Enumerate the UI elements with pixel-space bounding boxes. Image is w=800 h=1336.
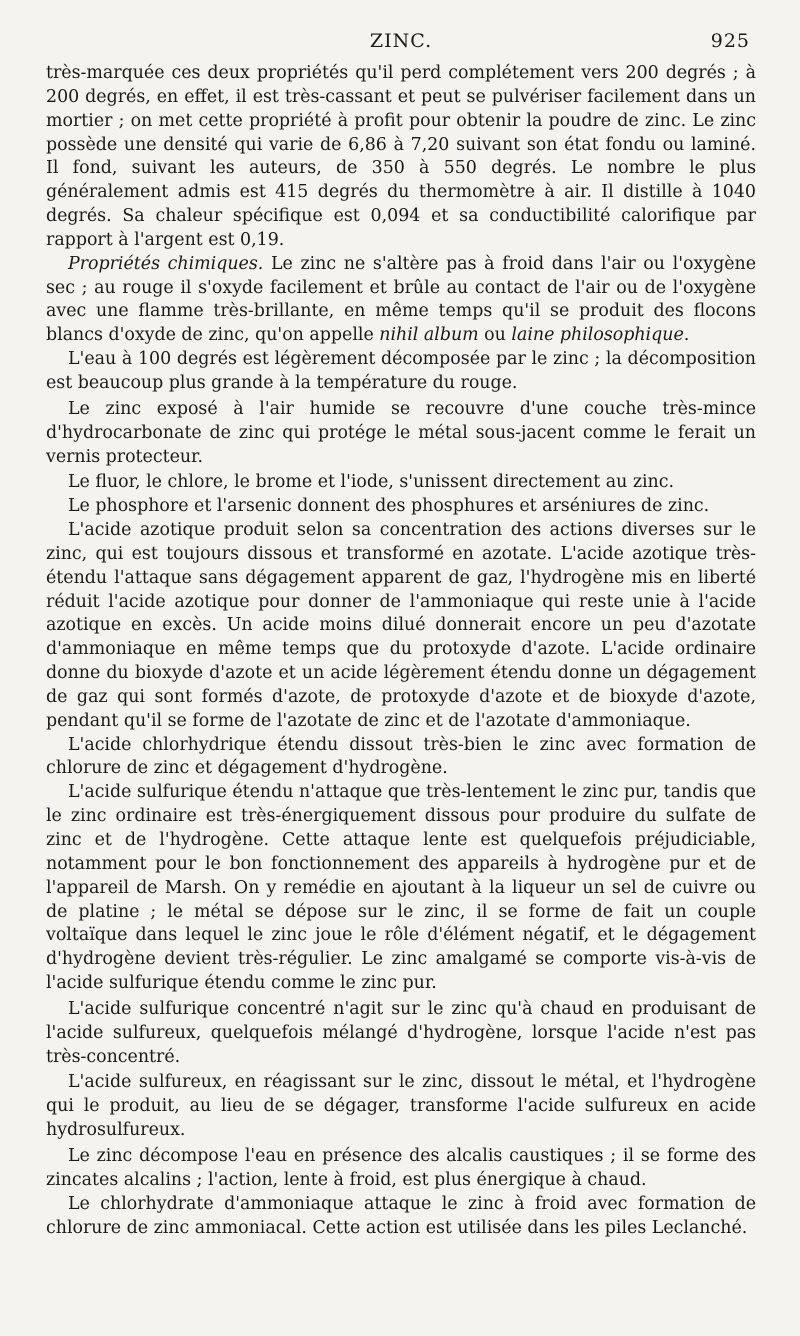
paragraph-sulfurous-acid: L'acide sulfureux, en réagissant sur le zinc, dissout le métal, et l'hydrogène qui le produit, au lieu de se dégager, transforme l'acide sulfureux en acide hydrosulfureux. bbox=[46, 1072, 756, 1141]
paragraph-hydrochloric-acid: L'acide chlorhydrique étendu dissout très-bien le zinc avec formation de chlorure de zinc et dégagement d'hydrogène. bbox=[46, 734, 756, 779]
page-number: 925 bbox=[710, 30, 750, 52]
paragraph-text: ou bbox=[478, 325, 512, 346]
paragraph-concentrated-sulfuric-acid: L'acide sulfurique concentré n'agit sur le zinc qu'à chaud en produisant de l'acide sulfureux, quelquefois mélangé d'hydrogène, lorsque l'acide n'est pas très-concentré. bbox=[46, 998, 756, 1067]
paragraph-phosphorus-arsenic: Le phosphore et l'arsenic donnent des phosphures et arséniures de zinc. bbox=[68, 496, 710, 517]
page-body bbox=[46, 62, 756, 1240]
paragraph-halogens: Le fluor, le chlore, le brome et l'iode, s'unissent directement au zinc. bbox=[68, 472, 675, 493]
paragraph-ammonium-chloride: Le chlorhydrate d'ammoniaque attaque le zinc à froid avec formation de chlorure de zinc ammoniacal. Cette action est utilisée dans les piles Leclanché. bbox=[46, 1193, 756, 1238]
term-laine-philosophique: laine philosophique bbox=[511, 325, 684, 346]
paragraph-physical-properties: très-marquée ces deux propriétés qu'il perd complétement vers 200 degrés ; à 200 degrés, en effet, il est très-cassant et peut se pulvériser facilement dans un mortier ; on met cette propriété à profit pour obtenir la poudre de zinc. Le zinc possède une densité qui varie de 6,86 à 7,20 suivant son état fondu ou laminé. Il fond, suivant les auteurs, de 350 à 550 degrés. Le nombre le plus généralement admis est 415 degrés du thermomètre à air. Il distille à 1040 degrés. Sa chaleur spécifique est 0,094 et sa conductibilité calorifique par rapport à l'argent est 0,19. bbox=[46, 63, 756, 250]
paragraph-alkalis: Le zinc décompose l'eau en présence des alcalis caustiques ; il se forme des zincates alcalins ; l'action, lente à froid, est plus énergique à chaud. bbox=[46, 1145, 756, 1190]
paragraph-text: . bbox=[683, 325, 690, 346]
paragraph-chemical-properties bbox=[46, 253, 756, 348]
paragraph-humid-air: Le zinc exposé à l'air humide se recouvre d'une couche très-mince d'hydrocarbonate de zinc qui protége le métal sous-jacent comme le ferait un vernis protecteur. bbox=[46, 398, 756, 467]
paragraph-text: Le zinc ne s'altère pas à froid dans l'air ou l'oxygène sec ; au rouge il s'oxyde facilement et brûle au contact de l'air ou de l'oxygène avec une flamme très-brillante, en même temps qu'il se produit des flocons blancs d'oxyde de zinc, qu'on appelle bbox=[46, 253, 756, 346]
running-header bbox=[46, 30, 756, 62]
paragraph-water: L'eau à 100 degrés est légèrement décomposée par le zinc ; la décomposition est beaucoup plus grande à la température du rouge. bbox=[46, 349, 756, 393]
paragraph-nitric-acid: L'acide azotique produit selon sa concentration des actions diverses sur le zinc, qui est toujours dissous et transformé en azotate. L'acide azotique très-étendu l'attaque sans dégagement apparent de gaz, l'hydrogène mis en liberté réduit l'acide azotique pour donner de l'ammoniaque qui reste unie à l'acide azotique en excès. Un acide moins dilué donnerait encore un peu d'azotate d'ammoniaque en même temps que du protoxyde d'azote. L'acide ordinaire donne du bioxyde d'azote et un acide légèrement étendu donne un dégagement de gaz qui sont formés d'azote, de protoxyde d'azote et de bioxyde d'azote, pendant qu'il se forme de l'azotate de zinc et de l'azotate d'ammoniaque. bbox=[46, 520, 756, 731]
section-heading-chemical-properties: Propriétés chimiques. bbox=[68, 253, 264, 274]
term-nihil-album: nihil album bbox=[379, 325, 479, 346]
running-title: ZINC. bbox=[369, 30, 433, 52]
paragraph-dilute-sulfuric-acid: L'acide sulfurique étendu n'attaque que très-lentement le zinc pur, tandis que le zinc ordinaire est très-énergiquement dissous pour produire du sulfate de zinc et de l'hydrogène. Cette attaque lente est quelquefois préjudiciable, notamment pour le bon fonctionnement des appareils à hydrogène pur et de l'appareil de Marsh. On y remédie en ajoutant à la liqueur un sel de cuivre ou de platine ; le métal se dépose sur le zinc, il se forme de fait un couple voltaïque dans lequel le zinc joue le rôle d'élément négatif, et le dégagement d'hydrogène devient très-régulier. Le zinc amalgamé se comporte vis-à-vis de l'acide sulfurique étendu comme le zinc pur. bbox=[46, 782, 756, 994]
